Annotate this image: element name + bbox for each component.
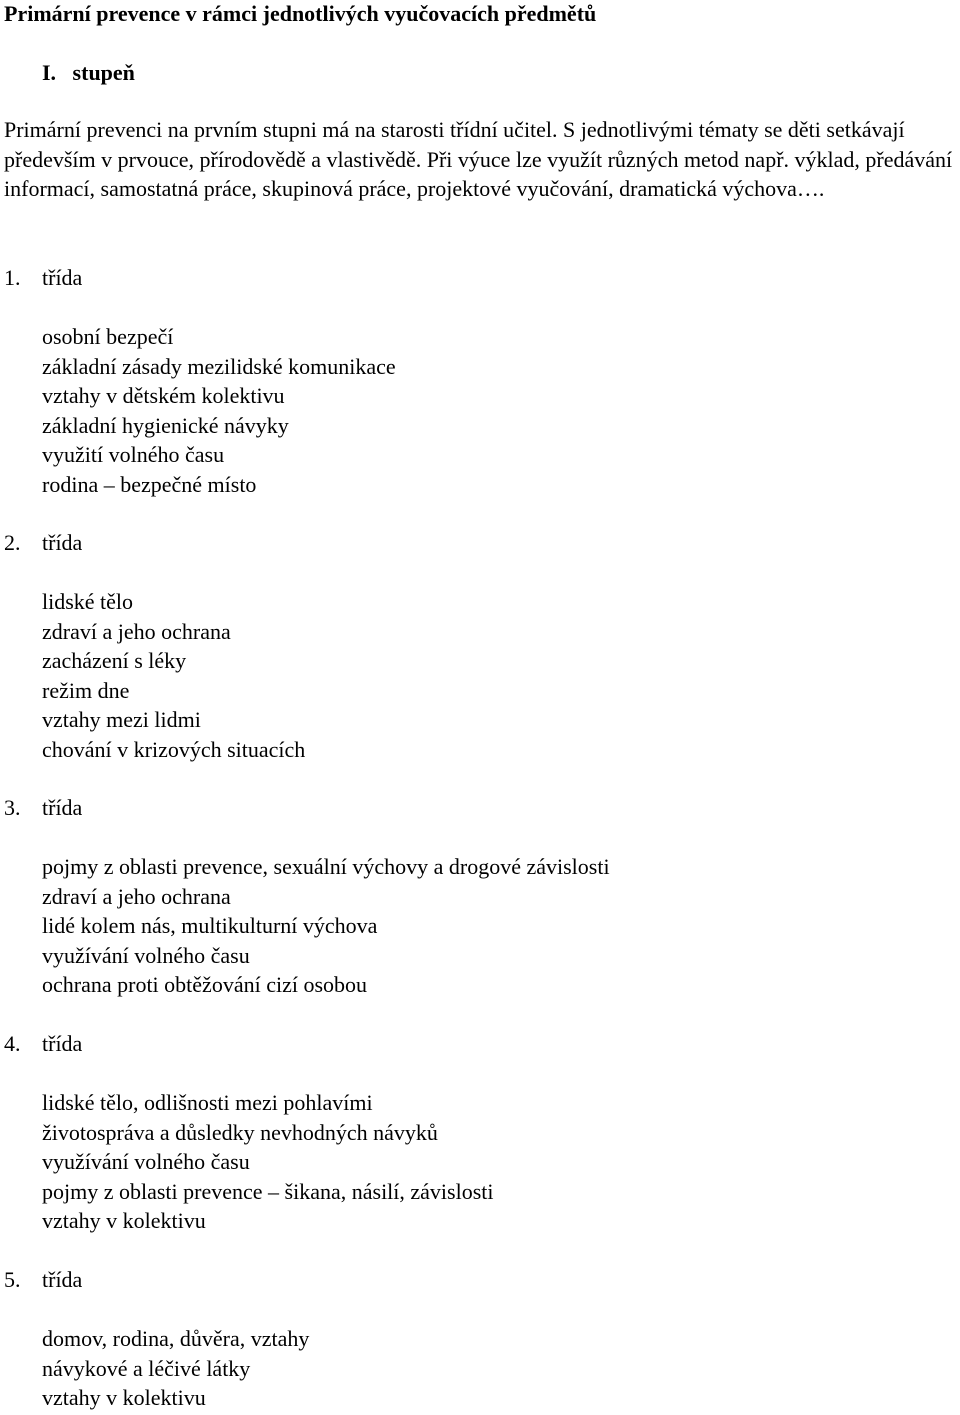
list-item: využívání volného času [42, 1149, 250, 1174]
grade-4-topics [42, 1088, 494, 1236]
list-item: domov, rodina, důvěra, vztahy [42, 1326, 310, 1351]
grade-2-topics [42, 587, 305, 764]
grade-heading-1 [4, 264, 82, 292]
list-item: vztahy v kolektivu [42, 1208, 206, 1233]
list-item: lidské tělo [42, 589, 134, 614]
grade-3-topics [42, 852, 610, 1000]
list-item: pojmy z oblasti prevence, sexuální výchovy a drogové závislosti [42, 854, 610, 879]
list-item: vztahy v dětském kolektivu [42, 383, 285, 408]
grade-label: třída [42, 1031, 83, 1056]
list-item: rodina – bezpečné místo [42, 471, 257, 497]
grade-number: 1. [4, 265, 21, 290]
list-item: ochrana proti obtěžování cizí osobou [42, 972, 368, 997]
grade-1-topics [42, 322, 396, 499]
list-item: využívání volného času [42, 942, 250, 968]
page-title: Primární prevence v rámci jednotlivých vyučovacích předmětů [4, 1, 597, 26]
grade-number: 3. [4, 795, 21, 820]
grade-label: třída [42, 795, 83, 820]
intro-paragraph: Primární prevenci na prvním stupni má na starosti třídní učitel. S jednotlivými tématy se děti setkávají především v prvouce, přírodovědě a vlastivědě. Při výuce lze využít různých metod např. výklad, předávání informací, samostatná práce, skupinová práce, projektové vyučování, dramatická výchova…. [4, 117, 953, 201]
grade-label: třída [42, 1267, 83, 1292]
list-item: zacházení s léky [42, 648, 187, 673]
grade-number: 2. [4, 530, 21, 555]
grade-heading-3 [4, 794, 82, 822]
grade-heading-4 [4, 1030, 82, 1058]
list-item: zdraví a jeho ochrana [42, 883, 231, 909]
list-item: základní zásady mezilidské komunikace [42, 353, 396, 379]
list-item: chování v krizových situacích [42, 736, 306, 762]
grade-number: 4. [4, 1031, 21, 1056]
list-item: pojmy z oblasti prevence – šikana, násilí, závislosti [42, 1178, 494, 1204]
stage-heading: I. stupeň [42, 60, 135, 85]
list-item: osobní bezpečí [42, 324, 174, 349]
list-item: vztahy v kolektivu [42, 1385, 206, 1410]
grade-heading-5 [4, 1266, 82, 1294]
grade-5-topics [42, 1324, 309, 1413]
list-item: životospráva a důsledky nevhodných návyků [42, 1119, 438, 1145]
list-item: režim dne [42, 677, 130, 703]
grade-label: třída [42, 265, 83, 290]
list-item: vztahy mezi lidmi [42, 707, 201, 732]
list-item: návykové a léčivé látky [42, 1355, 251, 1381]
list-item: zdraví a jeho ochrana [42, 618, 231, 644]
list-item: lidé kolem nás, multikulturní výchova [42, 913, 378, 938]
list-item: lidské tělo, odlišnosti mezi pohlavími [42, 1090, 373, 1115]
list-item: využití volného času [42, 442, 225, 467]
grade-label: třída [42, 530, 83, 555]
grade-heading-2 [4, 529, 82, 557]
grade-number: 5. [4, 1267, 21, 1292]
list-item: základní hygienické návyky [42, 412, 289, 438]
